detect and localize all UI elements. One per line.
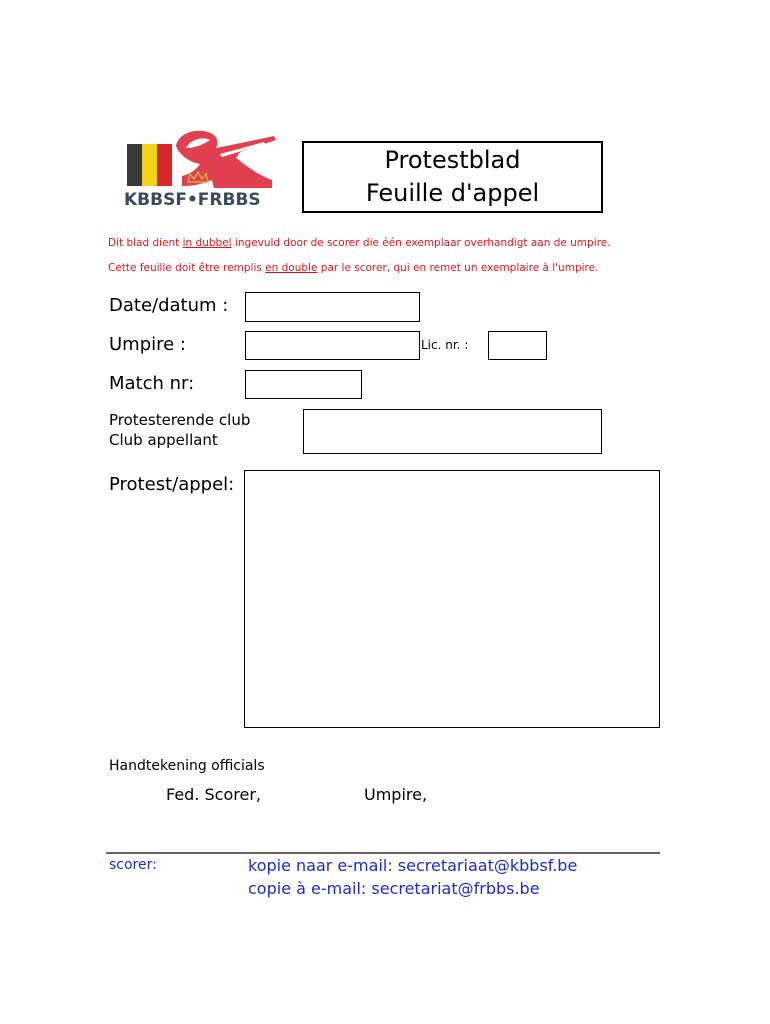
- footer-scorer-label: scorer:: [109, 857, 157, 873]
- footer-email-dutch[interactable]: kopie naar e-mail: secretariaat@kbbsf.be: [248, 856, 578, 875]
- flag-yellow-bar: [142, 144, 157, 186]
- title-french: Feuille d'appel: [365, 179, 540, 207]
- date-label: Date/datum :: [109, 295, 229, 316]
- match-number-field[interactable]: [245, 370, 362, 399]
- protesting-club-field[interactable]: [303, 409, 602, 454]
- notice-french: [108, 262, 598, 274]
- notice-french-start: Cette feuille doit être remplis: [108, 262, 266, 274]
- title-dutch: Protestblad: [384, 146, 521, 174]
- protest-label: Protest/appel:: [109, 474, 235, 495]
- signature-fed-scorer: Fed. Scorer,: [166, 785, 261, 804]
- logo-text: KBBSF•FRBBS: [124, 190, 261, 210]
- footer-divider: [106, 852, 660, 854]
- flag-black-bar: [127, 144, 142, 186]
- signature-umpire: Umpire,: [364, 785, 428, 804]
- notice-dutch-end: ingevuld door de scorer die één exemplaar overhandigt aan de umpire.: [231, 237, 611, 249]
- flag-red-bar: [157, 144, 172, 186]
- notice-french-end: par le scorer, qui en remet un exemplaire à l'umpire.: [317, 262, 599, 274]
- club-label-dutch: Protesterende club: [109, 411, 251, 429]
- notice-dutch: [108, 237, 611, 249]
- license-number-label: Lic. nr. :: [421, 338, 469, 352]
- date-field[interactable]: [245, 292, 420, 322]
- umpire-field[interactable]: [245, 331, 420, 360]
- match-number-label: Match nr:: [109, 373, 195, 394]
- protest-text-field[interactable]: [244, 470, 660, 728]
- batter-silhouette-icon: [176, 131, 276, 188]
- title-box: [302, 141, 603, 213]
- umpire-label: Umpire :: [109, 334, 187, 355]
- license-number-field[interactable]: [488, 331, 547, 360]
- notice-french-emphasis: en double: [265, 262, 318, 274]
- footer-email-french[interactable]: copie à e-mail: secretariat@frbbs.be: [248, 879, 540, 898]
- notice-dutch-emphasis: in dubbel: [182, 237, 232, 249]
- notice-dutch-start: Dit blad dient: [108, 237, 183, 249]
- signatures-heading: Handtekening officials: [109, 758, 265, 774]
- club-label-french: Club appellant: [109, 431, 218, 449]
